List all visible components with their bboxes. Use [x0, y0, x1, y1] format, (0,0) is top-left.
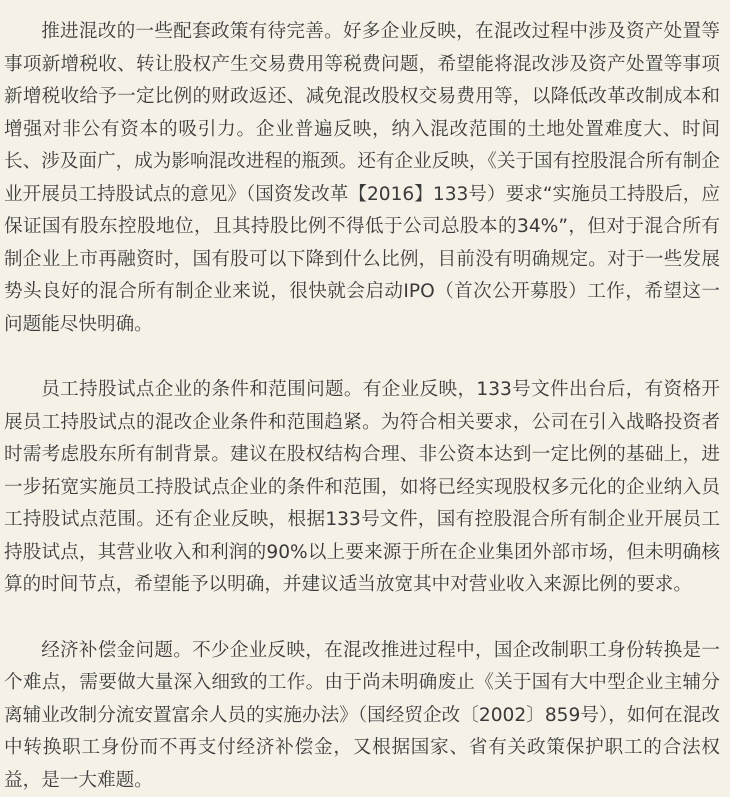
paragraph-supporting-policies: 推进混改的一些配套政策有待完善。好多企业反映，在混改过程中涉及资产处置等事项新增税收、转让股权产生交易费用等税费问题，希望能将混改涉及资产处置等事项新增税收给予一定比例的财政返还、减免混改股权交易费用等，以降低改革改制成本和增强对非公有资本的吸引力。企业普遍反映，纳入混改范围的土地处置难度大、时间长、涉及面广，成为影响混改进程的瓶颈。还有企业反映，《关于国有控股混合所有制企业开展员工持股试点的意见》（国资发改革【2016】133号）要求“实施员工持股后，应保证国有股东控股地位，且其持股比例不得低于公司总股本的34%”，但对于混合所有制企业上市再融资时，国有股可以下降到什么比例，目前没有明确规定。对于一些发展势头良好的混合所有制企业来说，很快就会启动IPO（首次公开募股）工作，希望这一问题能尽快明确。 — [4, 16, 720, 341]
paragraph-economic-compensation: 经济补偿金问题。不少企业反映，在混改推进过程中，国企改制职工身份转换是一个难点，需要做大量深入细致的工作。由于尚未明确废止《关于国有大中型企业主辅分离辅业改制分流安置富余人员的实施办法》（国经贸企改〔2002〕859号），如何在混改中转换职工身份而不再支付经济补偿金，又根据国家、省有关政策保护职工的合法权益，是一大难题。 — [4, 635, 720, 797]
paragraph-employee-shareholding: 员工持股试点企业的条件和范围问题。有企业反映，133号文件出台后，有资格开展员工持股试点的混改企业条件和范围趋紧。为符合相关要求，公司在引入战略投资者时需考虑股东所有制背景。建议在股权结构合理、非公资本达到一定比例的基础上，进一步拓宽实施员工持股试点企业的条件和范围，如将已经实现股权多元化的企业纳入员工持股试点范围。还有企业反映，根据133号文件，国有控股混合所有制企业开展员工持股试点，其营业收入和利润的90%以上要来源于所在企业集团外部市场，但未明确核算的时间节点，希望能予以明确，并建议适当放宽其中对营业收入来源比例的要求。 — [4, 374, 720, 602]
